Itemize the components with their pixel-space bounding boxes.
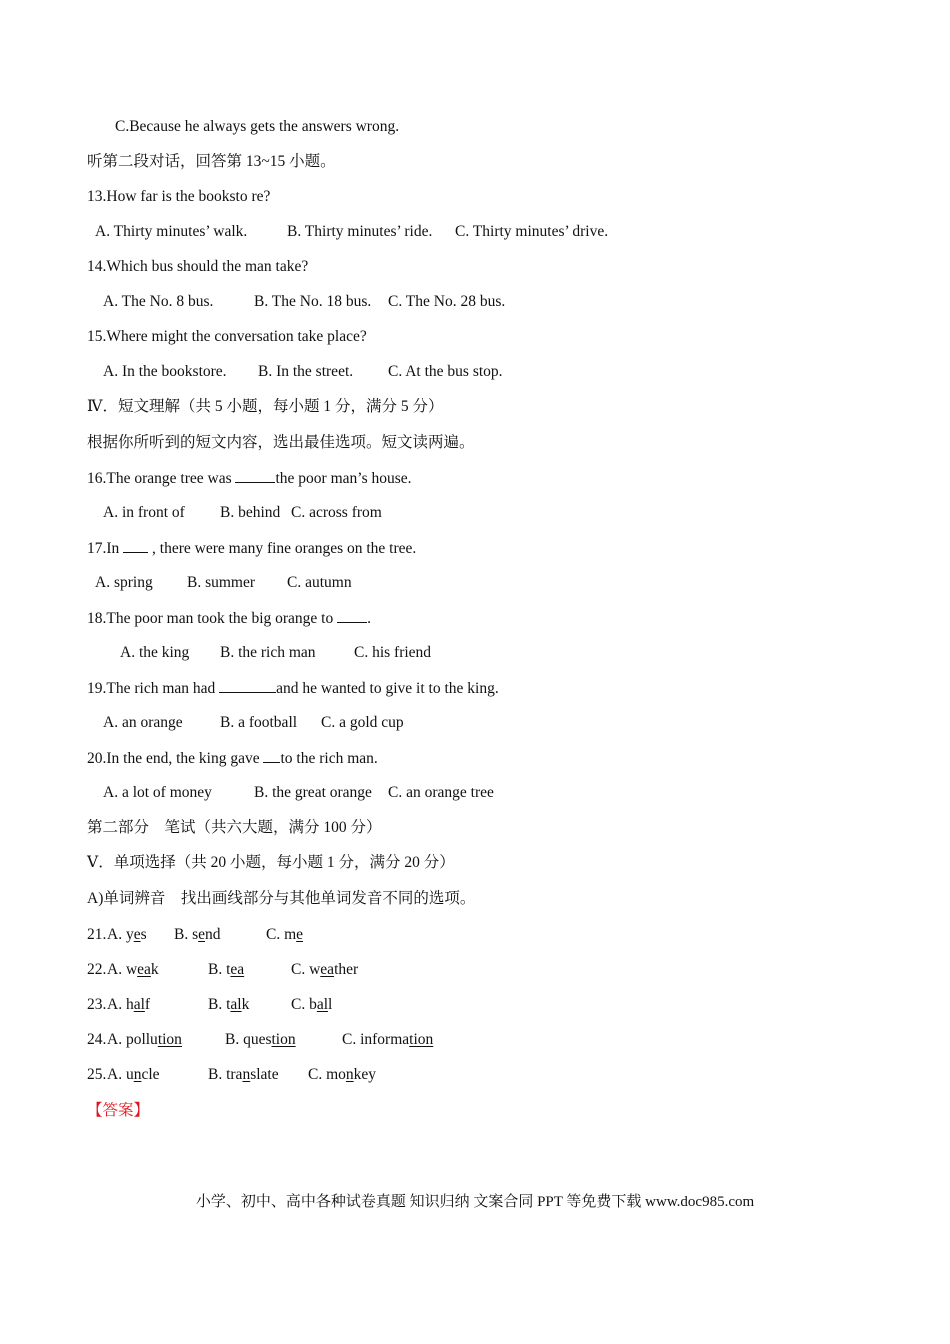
question-number: 21.: [87, 926, 107, 943]
q12-option-c: C.Because he always gets the answers wrong.: [115, 118, 400, 135]
part5a-instruction: A)单词辨音 找出画线部分与其他单词发音不同的选项。: [87, 890, 476, 907]
underlined-letters: tion: [157, 1031, 182, 1048]
phonics-option: B. question: [225, 1031, 296, 1048]
phonics-option: A. uncle: [107, 1066, 160, 1083]
q17-text-pre: 17.In: [87, 540, 124, 557]
q18-text-pre: 18.The poor man took the big orange to: [87, 610, 338, 627]
phonics-option: A. weak: [107, 961, 159, 978]
q17-option-a: A. spring: [95, 574, 153, 591]
q19-text-pre: 19.The rich man had: [87, 680, 220, 697]
underlined-letters: e: [296, 926, 304, 943]
q16-option-c: C. across from: [291, 504, 382, 521]
part4-instruction: 根据你所听到的短文内容，选出最佳选项。短文读两遍。: [87, 434, 475, 451]
underlined-letters: e: [198, 926, 206, 943]
question-16: [87, 468, 412, 489]
question-14: 14.Which bus should the man take?: [87, 258, 309, 275]
underlined-letters: n: [345, 1066, 354, 1083]
underlined-letters: ea: [230, 961, 245, 978]
phonics-option: A. pollution: [107, 1031, 182, 1048]
underlined-letters: tion: [409, 1031, 434, 1048]
phonics-option: B. tea: [208, 961, 245, 978]
answer-blank: [123, 538, 148, 553]
q20-option-a: A. a lot of money: [103, 784, 212, 801]
underlined-letters: e: [133, 926, 141, 943]
phonics-option: B. translate: [208, 1066, 279, 1083]
question-17: [87, 538, 416, 559]
q17-option-b: B. summer: [187, 574, 256, 591]
q14-option-a: A. The No. 8 bus.: [103, 293, 214, 310]
phonics-option: C. monkey: [308, 1066, 377, 1083]
q14-option-b: B. The No. 18 bus.: [254, 293, 372, 310]
phonics-option: C. me: [266, 926, 304, 943]
q16-option-b: B. behind: [220, 504, 281, 521]
part5-title: Ⅴ．单项选择（共 20 小题，每小题 1 分，满分 20 分）: [87, 854, 455, 871]
q13-option-b: B. Thirty minutes’ ride.: [287, 223, 433, 240]
q20-text-post: to the rich man.: [280, 750, 378, 767]
q20-option-c: C. an orange tree: [388, 784, 494, 801]
underlined-letters: al: [133, 996, 145, 1013]
q15-option-a: A. In the bookstore.: [103, 363, 227, 380]
part4-title: Ⅳ．短文理解（共 5 小题，每小题 1 分，满分 5 分）: [87, 398, 444, 415]
answer-blank: [263, 748, 280, 763]
q18-option-a: A. the king: [120, 644, 190, 661]
q13-option-a: A. Thirty minutes’ walk.: [95, 223, 248, 240]
phonics-option: C. weather: [291, 961, 359, 978]
q18-option-b: B. the rich man: [220, 644, 316, 661]
underlined-letters: al: [230, 996, 242, 1013]
q13-option-c: C. Thirty minutes’ drive.: [455, 223, 609, 240]
answer-label: 【答案】: [87, 1102, 150, 1119]
phonics-option: C. information: [342, 1031, 434, 1048]
underlined-letters: ea: [137, 961, 151, 978]
q19-option-c: C. a gold cup: [321, 714, 404, 731]
q20-option-b: B. the great orange: [254, 784, 372, 801]
answer-blank: [219, 678, 276, 693]
q20-text-pre: 20.In the end, the king gave: [87, 750, 264, 767]
q18-text-post: .: [367, 610, 371, 627]
question-13: 13.How far is the booksto re?: [87, 188, 271, 205]
underlined-letters: n: [133, 1066, 142, 1083]
underlined-letters: tion: [271, 1031, 296, 1048]
q17-text-post: , there were many fine oranges on the tree.: [148, 540, 417, 557]
phonics-option: C. ball: [291, 996, 333, 1013]
phonics-option: B. send: [174, 926, 221, 943]
q15-option-c: C. At the bus stop.: [388, 363, 503, 380]
question-number: 23.: [87, 996, 107, 1013]
q19-text-post: and he wanted to give it to the king.: [276, 680, 499, 697]
q16-text-post: the poor man’s house.: [275, 470, 412, 487]
question-15: 15.Where might the conversation take place?: [87, 328, 367, 345]
question-number: 22.: [87, 961, 107, 978]
q18-option-c: C. his friend: [354, 644, 432, 661]
q14-option-c: C. The No. 28 bus.: [388, 293, 506, 310]
phonics-option: A. half: [107, 996, 151, 1013]
q19-option-b: B. a football: [220, 714, 298, 731]
question-number: 25.: [87, 1066, 107, 1083]
phonics-option: B. talk: [208, 996, 250, 1013]
question-18: [87, 608, 371, 629]
section2-instruction: 听第二段对话，回答第 13~15 小题。: [87, 153, 336, 170]
answer-blank: [337, 608, 367, 623]
underlined-letters: n: [242, 1066, 251, 1083]
question-number: 24.: [87, 1031, 107, 1048]
q17-option-c: C. autumn: [287, 574, 352, 591]
answer-blank: [235, 468, 275, 483]
q19-option-a: A. an orange: [103, 714, 183, 731]
underlined-letters: ea: [320, 961, 335, 978]
question-19: [87, 678, 499, 699]
q16-option-a: A. in front of: [103, 504, 185, 521]
footer-text: 小学、初中、高中各种试卷真题 知识归纳 文案合同 PPT 等免费下载 www.doc985.com: [195, 1194, 755, 1210]
part2-title: 第二部分 笔试（共六大题，满分 100 分）: [87, 819, 382, 836]
q15-option-b: B. In the street.: [258, 363, 354, 380]
q16-text-pre: 16.The orange tree was: [87, 470, 236, 487]
question-20: [87, 748, 378, 769]
phonics-option: A. yes: [107, 926, 147, 943]
underlined-letters: al: [316, 996, 329, 1013]
